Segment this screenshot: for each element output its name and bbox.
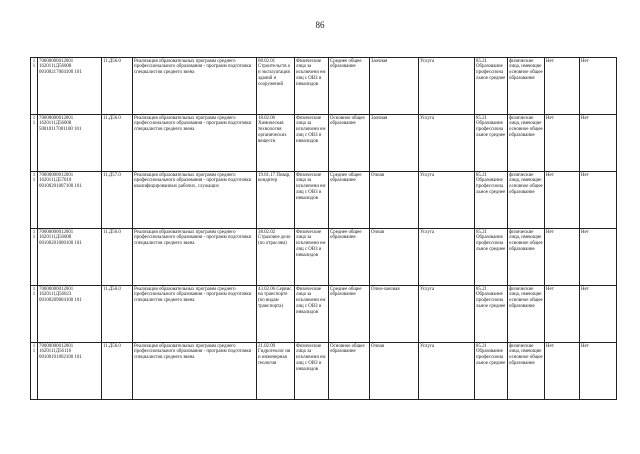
consumers-cell: физические лица, имеющие основное общее образование xyxy=(508,58,545,115)
study-form-cell: Заочная xyxy=(370,115,419,172)
okved-code-cell: 85.21 Образование профессиона льное среднее xyxy=(475,58,508,115)
consumer-category-cell: Физические лица за исключени ем лиц с ОВЗ и инвалидов xyxy=(295,343,329,400)
consumers-cell: физические лица, имеющие основное общее образование xyxy=(508,286,545,343)
service-type-cell: Услуга xyxy=(419,286,475,343)
consumers-cell: физические лица, имеющие основное общее образование xyxy=(508,343,545,400)
education-base-cell: Основное общее образование xyxy=(329,115,370,172)
service-type-cell: Услуга xyxy=(419,115,475,172)
row-number-cell: 11 xyxy=(31,229,38,286)
registry-rows xyxy=(31,58,617,400)
registry-code-cell: 70000000012001 1620111Д56116 00100101002100 101 xyxy=(38,343,102,400)
table-row xyxy=(31,343,617,400)
flag-paid-cell: Нет xyxy=(545,58,580,115)
consumer-category-cell: Физические лица за исключени ем лиц с ОВЗ и инвалидов xyxy=(295,115,329,172)
study-form-cell: Очно-заочная xyxy=(370,286,419,343)
specialty-cell: 18.02.06 Химическая технология органических веществ xyxy=(257,115,295,172)
consumer-category-cell: Физические лица за исключени ем лиц с ОВЗ и инвалидов xyxy=(295,286,329,343)
flag-paid-cell: Нет xyxy=(545,286,580,343)
service-type-cell: Услуга xyxy=(419,58,475,115)
specialty-cell: 43.02.06 Сервис на транспорте (по видам транспорта) xyxy=(257,286,295,343)
service-code-cell: 11.Д56.0 xyxy=(102,115,133,172)
flag-paid-cell: Нет xyxy=(545,115,580,172)
flag-paid-cell: Нет xyxy=(545,343,580,400)
okved-code-cell: 85.21 Образование профессиона льное среднее xyxy=(475,172,508,229)
row-number-cell: 11 xyxy=(31,343,38,400)
row-number-cell: 11 xyxy=(31,172,38,229)
program-name-cell: Реализация образовательных программ среднего профессионального образования - программ подготовки специалистов среднего звена xyxy=(133,286,257,343)
program-name-cell: Реализация образовательных программ среднего профессионального образования - программ подготовки квалифицированных рабочих, служащих xyxy=(133,172,257,229)
row-number-cell: 11 xyxy=(31,115,38,172)
service-code-cell: 11.Д57.0 xyxy=(102,172,133,229)
table-row xyxy=(31,286,617,343)
flag-other-cell: Нет xyxy=(580,286,617,343)
specialty-cell: 38.02.02 Страховое дело (по отраслям) xyxy=(257,229,295,286)
service-code-cell: 11.Д56.0 xyxy=(102,58,133,115)
row-number-cell: 11 xyxy=(31,286,38,343)
education-base-cell: Среднее общее образование xyxy=(329,229,370,286)
education-base-cell: Основное общее образование xyxy=(329,343,370,400)
okved-code-cell: 85.21 Образование профессиона льное среднее xyxy=(475,115,508,172)
flag-other-cell: Нет xyxy=(580,172,617,229)
specialty-cell: 08.02.01 Строительств о и эксплуатация зданий и сооружений xyxy=(257,58,295,115)
flag-other-cell: Нет xyxy=(580,343,617,400)
specialty-cell: 21.02.09 Гидрогеолог ия и инженерная геология xyxy=(257,343,295,400)
service-type-cell: Услуга xyxy=(419,229,475,286)
service-type-cell: Услуга xyxy=(419,343,475,400)
education-base-cell: Среднее общее образование xyxy=(329,58,370,115)
table-row xyxy=(31,58,617,115)
row-number-cell: 11 xyxy=(31,58,38,115)
consumer-category-cell: Физические лица за исключени ем лиц с ОВЗ и инвалидов xyxy=(295,58,329,115)
service-code-cell: 11.Д56.0 xyxy=(102,229,133,286)
education-base-cell: Среднее общее образование xyxy=(329,172,370,229)
registry-code-cell: 70000000012001 1620111Д56008 00100217004100 101 xyxy=(38,58,102,115)
program-name-cell: Реализация образовательных программ среднего профессионального образования - программ подготовки специалистов среднего звена xyxy=(133,343,257,400)
table-row xyxy=(31,172,617,229)
flag-other-cell: Нет xyxy=(580,115,617,172)
program-name-cell: Реализация образовательных программ среднего профессионального образования - программ подготовки специалистов среднего звена xyxy=(133,58,257,115)
registry-table xyxy=(30,57,617,400)
study-form-cell: Очная xyxy=(370,343,419,400)
table-row xyxy=(31,115,617,172)
service-code-cell: 11.Д56.0 xyxy=(102,343,133,400)
education-base-cell: Среднее общее образование xyxy=(329,286,370,343)
registry-code-cell: 70000000012001 1620111Д56008 50010117001100 101 xyxy=(38,115,102,172)
specialty-cell: 19.01.17 Повар, кондитер xyxy=(257,172,295,229)
page-number: 86 xyxy=(315,20,325,30)
service-type-cell: Услуга xyxy=(419,172,475,229)
program-name-cell: Реализация образовательных программ среднего профессионального образования - программ подготовки специалистов среднего звена xyxy=(133,115,257,172)
study-form-cell: Очная xyxy=(370,229,419,286)
service-code-cell: 11.Д56.0 xyxy=(102,286,133,343)
okved-code-cell: 85.21 Образование профессиона льное среднее xyxy=(475,286,508,343)
consumers-cell: физические лица, имеющие основное общее образование xyxy=(508,115,545,172)
table-row xyxy=(31,229,617,286)
flag-paid-cell: Нет xyxy=(545,229,580,286)
consumer-category-cell: Физические лица за исключени ем лиц с ОВЗ и инвалидов xyxy=(295,172,329,229)
consumers-cell: физические лица, имеющие основное общее образование xyxy=(508,172,545,229)
flag-other-cell: Нет xyxy=(580,229,617,286)
flag-paid-cell: Нет xyxy=(545,172,580,229)
program-name-cell: Реализация образовательных программ среднего профессионального образования - программ подготовки специалистов среднего звена xyxy=(133,229,257,286)
consumers-cell: физические лица, имеющие основное общее образование xyxy=(508,229,545,286)
registry-code-cell: 70000000012001 1620111Д57010 00100201007100 101 xyxy=(38,172,102,229)
registry-code-cell: 70000000012001 1620111Д56008 00100201000100 101 xyxy=(38,229,102,286)
registry-code-cell: 70000000012001 1620111Д56023 00100209004100 101 xyxy=(38,286,102,343)
okved-code-cell: 85.21 Образование профессиона льное среднее xyxy=(475,343,508,400)
flag-other-cell: Нет xyxy=(580,58,617,115)
okved-code-cell: 85.21 Образование профессиона льное среднее xyxy=(475,229,508,286)
study-form-cell: Очная xyxy=(370,172,419,229)
study-form-cell: Заочная xyxy=(370,58,419,115)
consumer-category-cell: Физические лица за исключени ем лиц с ОВЗ и инвалидов xyxy=(295,229,329,286)
